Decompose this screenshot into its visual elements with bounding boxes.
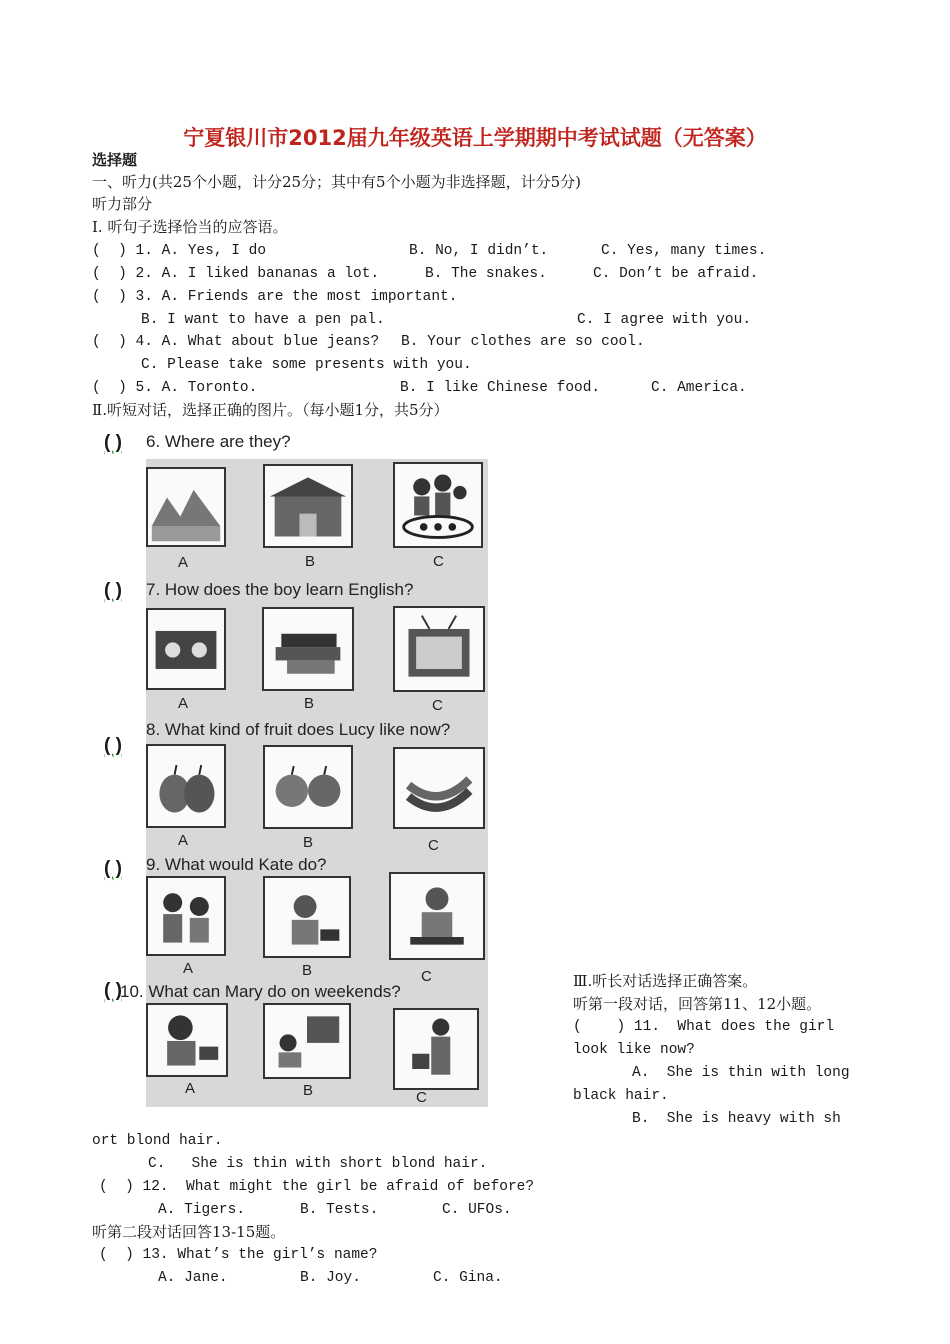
q7-label-b: B: [304, 695, 315, 712]
q9-answer-paren: ( ): [104, 858, 122, 879]
q8-label-b: B: [303, 834, 314, 851]
q10-question: 10. What can Mary do on weekends?: [120, 982, 401, 1001]
q4-option-c: C. Please take some presents with you.: [141, 357, 472, 373]
q2-option-c: C. Don’t be afraid.: [593, 266, 759, 282]
q1-option-b: B. No, I didn’t.: [409, 243, 549, 259]
q7-question: 7. How does the boy learn English?: [146, 580, 414, 599]
dialog1-instruction: 听第一段对话，回答第11、12小题。: [573, 995, 822, 1013]
q12-option-c: C. UFOs.: [442, 1202, 512, 1218]
q10-label-b: B: [303, 1082, 314, 1099]
writing-icon: [389, 872, 485, 960]
part1-heading: 一、听力(共25个小题，计分25分；其中有5个小题为非选择题，计分5分): [92, 173, 581, 191]
q9-label-a: A: [183, 960, 194, 977]
q2-option-b: B. The snakes.: [425, 266, 547, 282]
q5-stem: ( ) 5. A. Toronto.: [92, 380, 258, 396]
television-icon: [393, 606, 485, 692]
q11-option-b: B. She is heavy with sh: [632, 1111, 841, 1127]
cassette-icon: [146, 608, 226, 690]
q1-stem: ( ) 1. A. Yes, I do: [92, 243, 267, 259]
landscape-icon: [146, 467, 226, 547]
q11-option-c: C. She is thin with short blond hair.: [148, 1156, 488, 1172]
books-icon: [262, 607, 354, 691]
q3-stem: ( ) 3. A. Friends are the most important.: [92, 289, 458, 305]
q7-answer-paren: ( ): [104, 580, 122, 601]
listening-subheading: 听力部分: [92, 195, 153, 213]
q6-question: 6. Where are they?: [146, 432, 291, 451]
section-heading-choice: 选择题: [92, 151, 138, 169]
section3-heading: Ⅲ.听长对话选择正确答案。: [573, 972, 758, 990]
q3-option-b: B. I want to have a pen pal.: [141, 312, 385, 328]
q2-stem: ( ) 2. A. I liked bananas a lot.: [92, 266, 380, 282]
phone-woman-icon: [146, 1003, 228, 1077]
q11-stem: ( ) 11. What does the girl: [573, 1019, 835, 1035]
q13-option-b: B. Joy.: [300, 1270, 361, 1286]
q11-option-b-cont: ort blond hair.: [92, 1133, 223, 1149]
section1-heading: Ⅰ. 听句子选择恰当的应答语。: [92, 218, 288, 236]
pears-icon: [146, 744, 226, 828]
q12-option-b: B. Tests.: [300, 1202, 379, 1218]
dialog2-instruction: 听第二段对话回答13-15题。: [92, 1223, 286, 1241]
q8-question: 8. What kind of fruit does Lucy like now?: [146, 720, 451, 739]
q13-stem: ( ) 13. What’s the girl’s name?: [99, 1247, 378, 1263]
watching-tv-icon: [263, 1003, 351, 1079]
q6-answer-paren: ( ): [104, 432, 122, 453]
shopping-icon: [393, 1008, 479, 1090]
q12-stem: ( ) 12. What might the girl be afraid of before?: [99, 1179, 535, 1195]
q10-answer-paren: ( ): [104, 980, 122, 1001]
q7-label-c: C: [432, 697, 443, 714]
q9-label-c: C: [421, 968, 432, 985]
q6-label-c: C: [433, 553, 444, 570]
q10-label-a: A: [185, 1080, 196, 1097]
family-dinner-icon: [393, 462, 483, 548]
bananas-icon: [393, 747, 485, 829]
q10-label-c: C: [416, 1089, 427, 1106]
q8-answer-paren: ( ): [104, 735, 122, 756]
q5-option-c: C. America.: [651, 380, 747, 396]
q8-label-c: C: [428, 837, 439, 854]
friends-icon: [146, 876, 226, 956]
q1-option-c: C. Yes, many times.: [601, 243, 767, 259]
q13-option-a: A. Jane.: [158, 1270, 228, 1286]
q4-stem: ( ) 4. A. What about blue jeans?: [92, 334, 380, 350]
section2-heading: Ⅱ.听短对话，选择正确的图片。（每小题1分，共5分）: [92, 401, 449, 419]
q9-question: 9. What would Kate do?: [146, 855, 327, 874]
q12-option-a: A. Tigers.: [158, 1202, 246, 1218]
phone-call-icon: [263, 876, 351, 958]
q5-option-b: B. I like Chinese food.: [400, 380, 601, 396]
q6-label-b: B: [305, 553, 316, 570]
q4-option-b: B. Your clothes are so cool.: [401, 334, 645, 350]
q9-label-b: B: [302, 962, 313, 979]
q3-option-c: C. I agree with you.: [577, 312, 752, 328]
q7-label-a: A: [178, 695, 189, 712]
q11-option-a: A. She is thin with long: [632, 1065, 850, 1081]
q8-label-a: A: [178, 832, 189, 849]
q11-option-a-cont: black hair.: [573, 1088, 669, 1104]
apples-icon: [263, 745, 353, 829]
page-title: 宁夏银川市2012届九年级英语上学期期中考试试题（无答案）: [183, 126, 767, 150]
building-icon: [263, 464, 353, 548]
q6-label-a: A: [178, 554, 189, 571]
q11-stem-cont: look like now?: [573, 1042, 695, 1058]
q13-option-c: C. Gina.: [433, 1270, 503, 1286]
